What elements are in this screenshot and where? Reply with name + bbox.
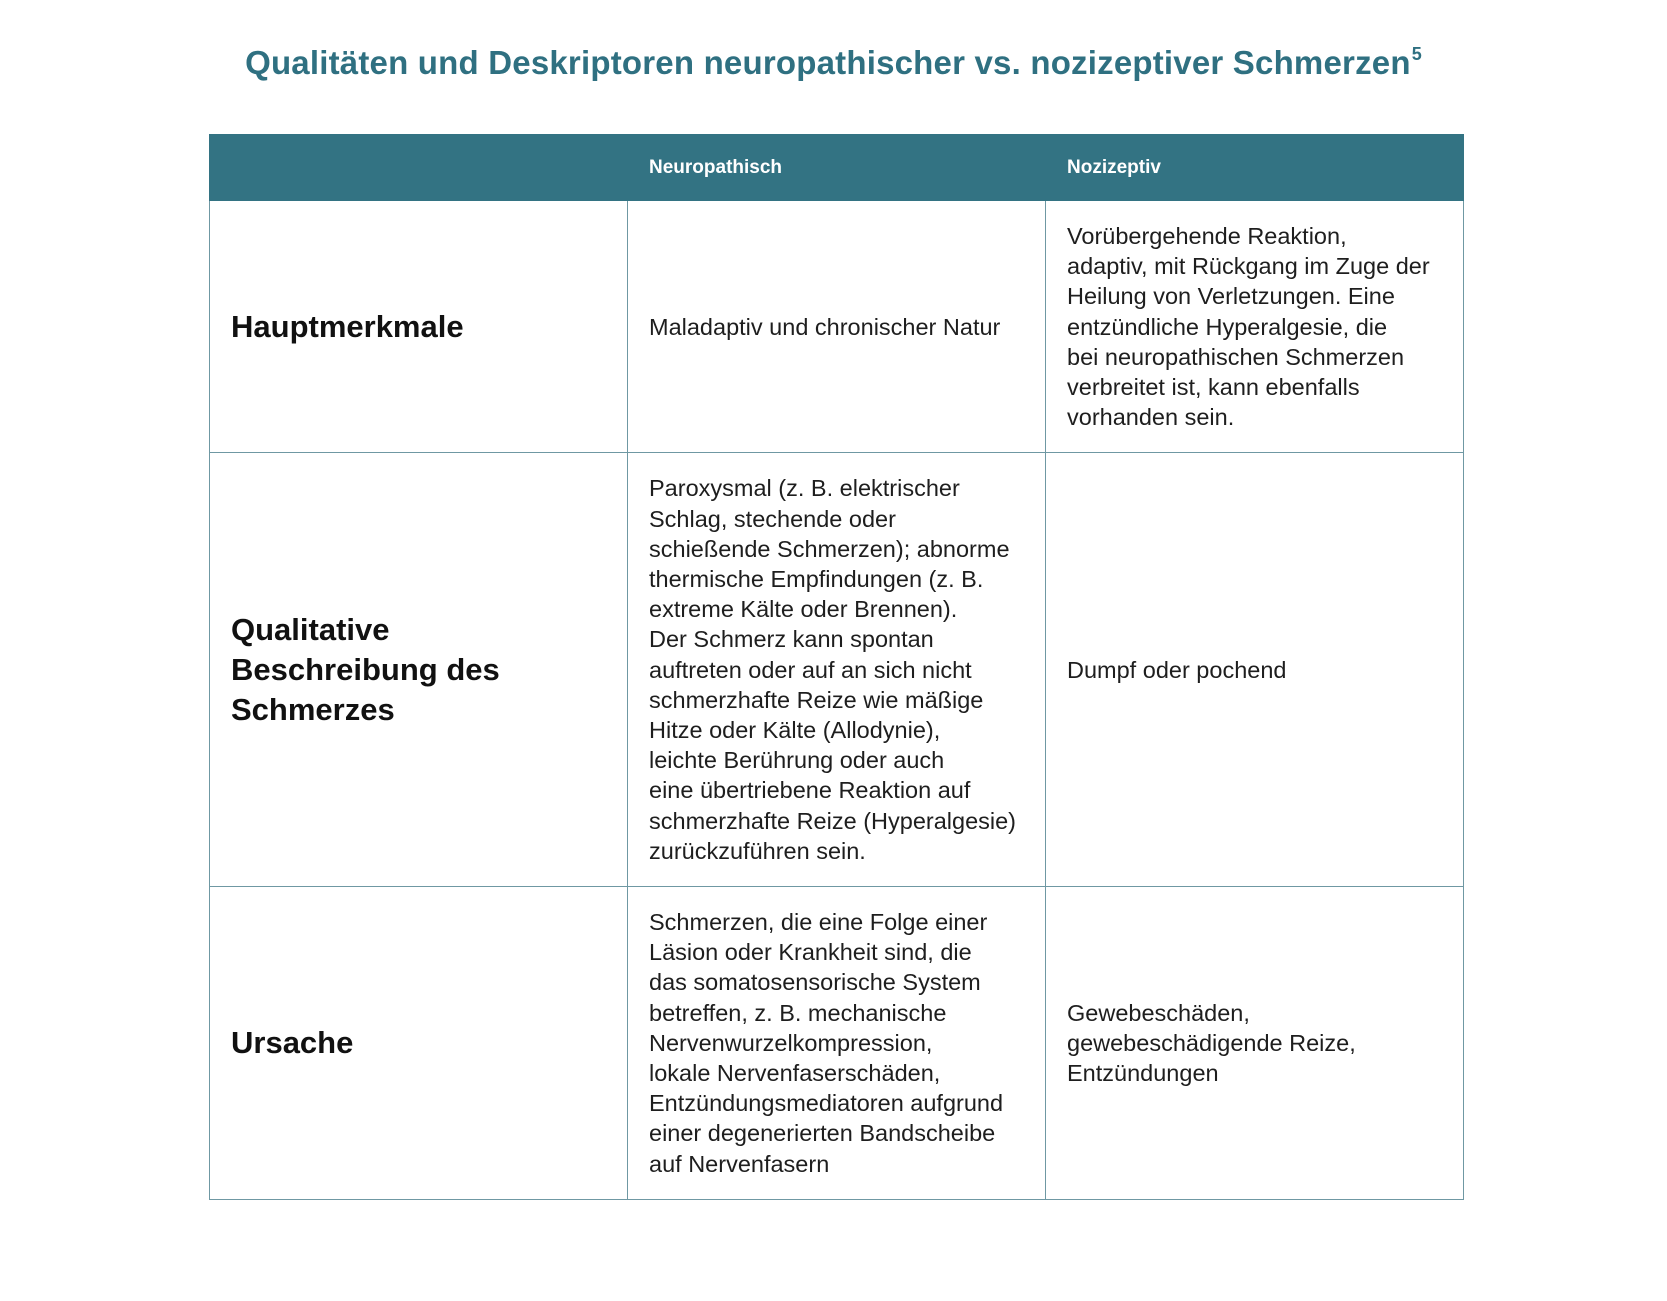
row-label-hauptmerkmale: Hauptmerkmale: [210, 201, 628, 453]
pain-comparison-table: [209, 134, 1464, 1200]
title-text: Qualitäten und Deskriptoren neuropathischer vs. nozizeptiver Schmerzen: [245, 44, 1411, 81]
table-body: [210, 201, 1464, 1200]
header-cell-neuropathisch: Neuropathisch: [628, 135, 1046, 201]
table-row: [210, 887, 1464, 1200]
title-footnote-marker: 5: [1411, 44, 1422, 64]
cell-neuropathisch: Schmerzen, die eine Folge einer Läsion oder Krankheit sind, die das somatosensorische System betreffen, z. B. mechanische Nervenwurzelkompression, lokale Nervenfaserschäden, Entzündungsmediatoren aufgrund einer degenerierten Bandscheibe auf Nervenfasern: [628, 887, 1046, 1200]
page-title: [0, 44, 1667, 82]
table-row: [210, 453, 1464, 887]
comparison-table-container: [209, 134, 1463, 1200]
cell-nozizeptiv: Dumpf oder pochend: [1046, 453, 1464, 887]
cell-nozizeptiv: Gewebeschäden, gewebeschädigende Reize, Entzündungen: [1046, 887, 1464, 1200]
table-header: [210, 135, 1464, 201]
cell-nozizeptiv: Vorübergehende Reaktion, adaptiv, mit Rückgang im Zuge der Heilung von Verletzungen. Eine entzündliche Hyperalgesie, die bei neuropathischen Schmerzen verbreitet ist, kann ebenfalls vorhanden sein.: [1046, 201, 1464, 453]
cell-neuropathisch: Maladaptiv und chronischer Natur: [628, 201, 1046, 453]
cell-neuropathisch: Paroxysmal (z. B. elektrischer Schlag, stechende oder schießende Schmerzen); abnorme thermische Empfindungen (z. B. extreme Kälte oder Brennen). Der Schmerz kann spontan auftreten oder auf an sich nicht schmerzhafte Reize wie mäßige Hitze oder Kälte (Allodynie), leichte Berührung oder auch eine übertriebene Reaktion auf schmerzhafte Reize (Hyperalgesie) zurückzuführen sein.: [628, 453, 1046, 887]
row-label-qualitative-beschreibung: Qualitative Beschreibung des Schmerzes: [210, 453, 628, 887]
header-cell-empty: [210, 135, 628, 201]
row-label-ursache: Ursache: [210, 887, 628, 1200]
table-row: [210, 201, 1464, 453]
table-header-row: [210, 135, 1464, 201]
header-cell-nozizeptiv: Nozizeptiv: [1046, 135, 1464, 201]
